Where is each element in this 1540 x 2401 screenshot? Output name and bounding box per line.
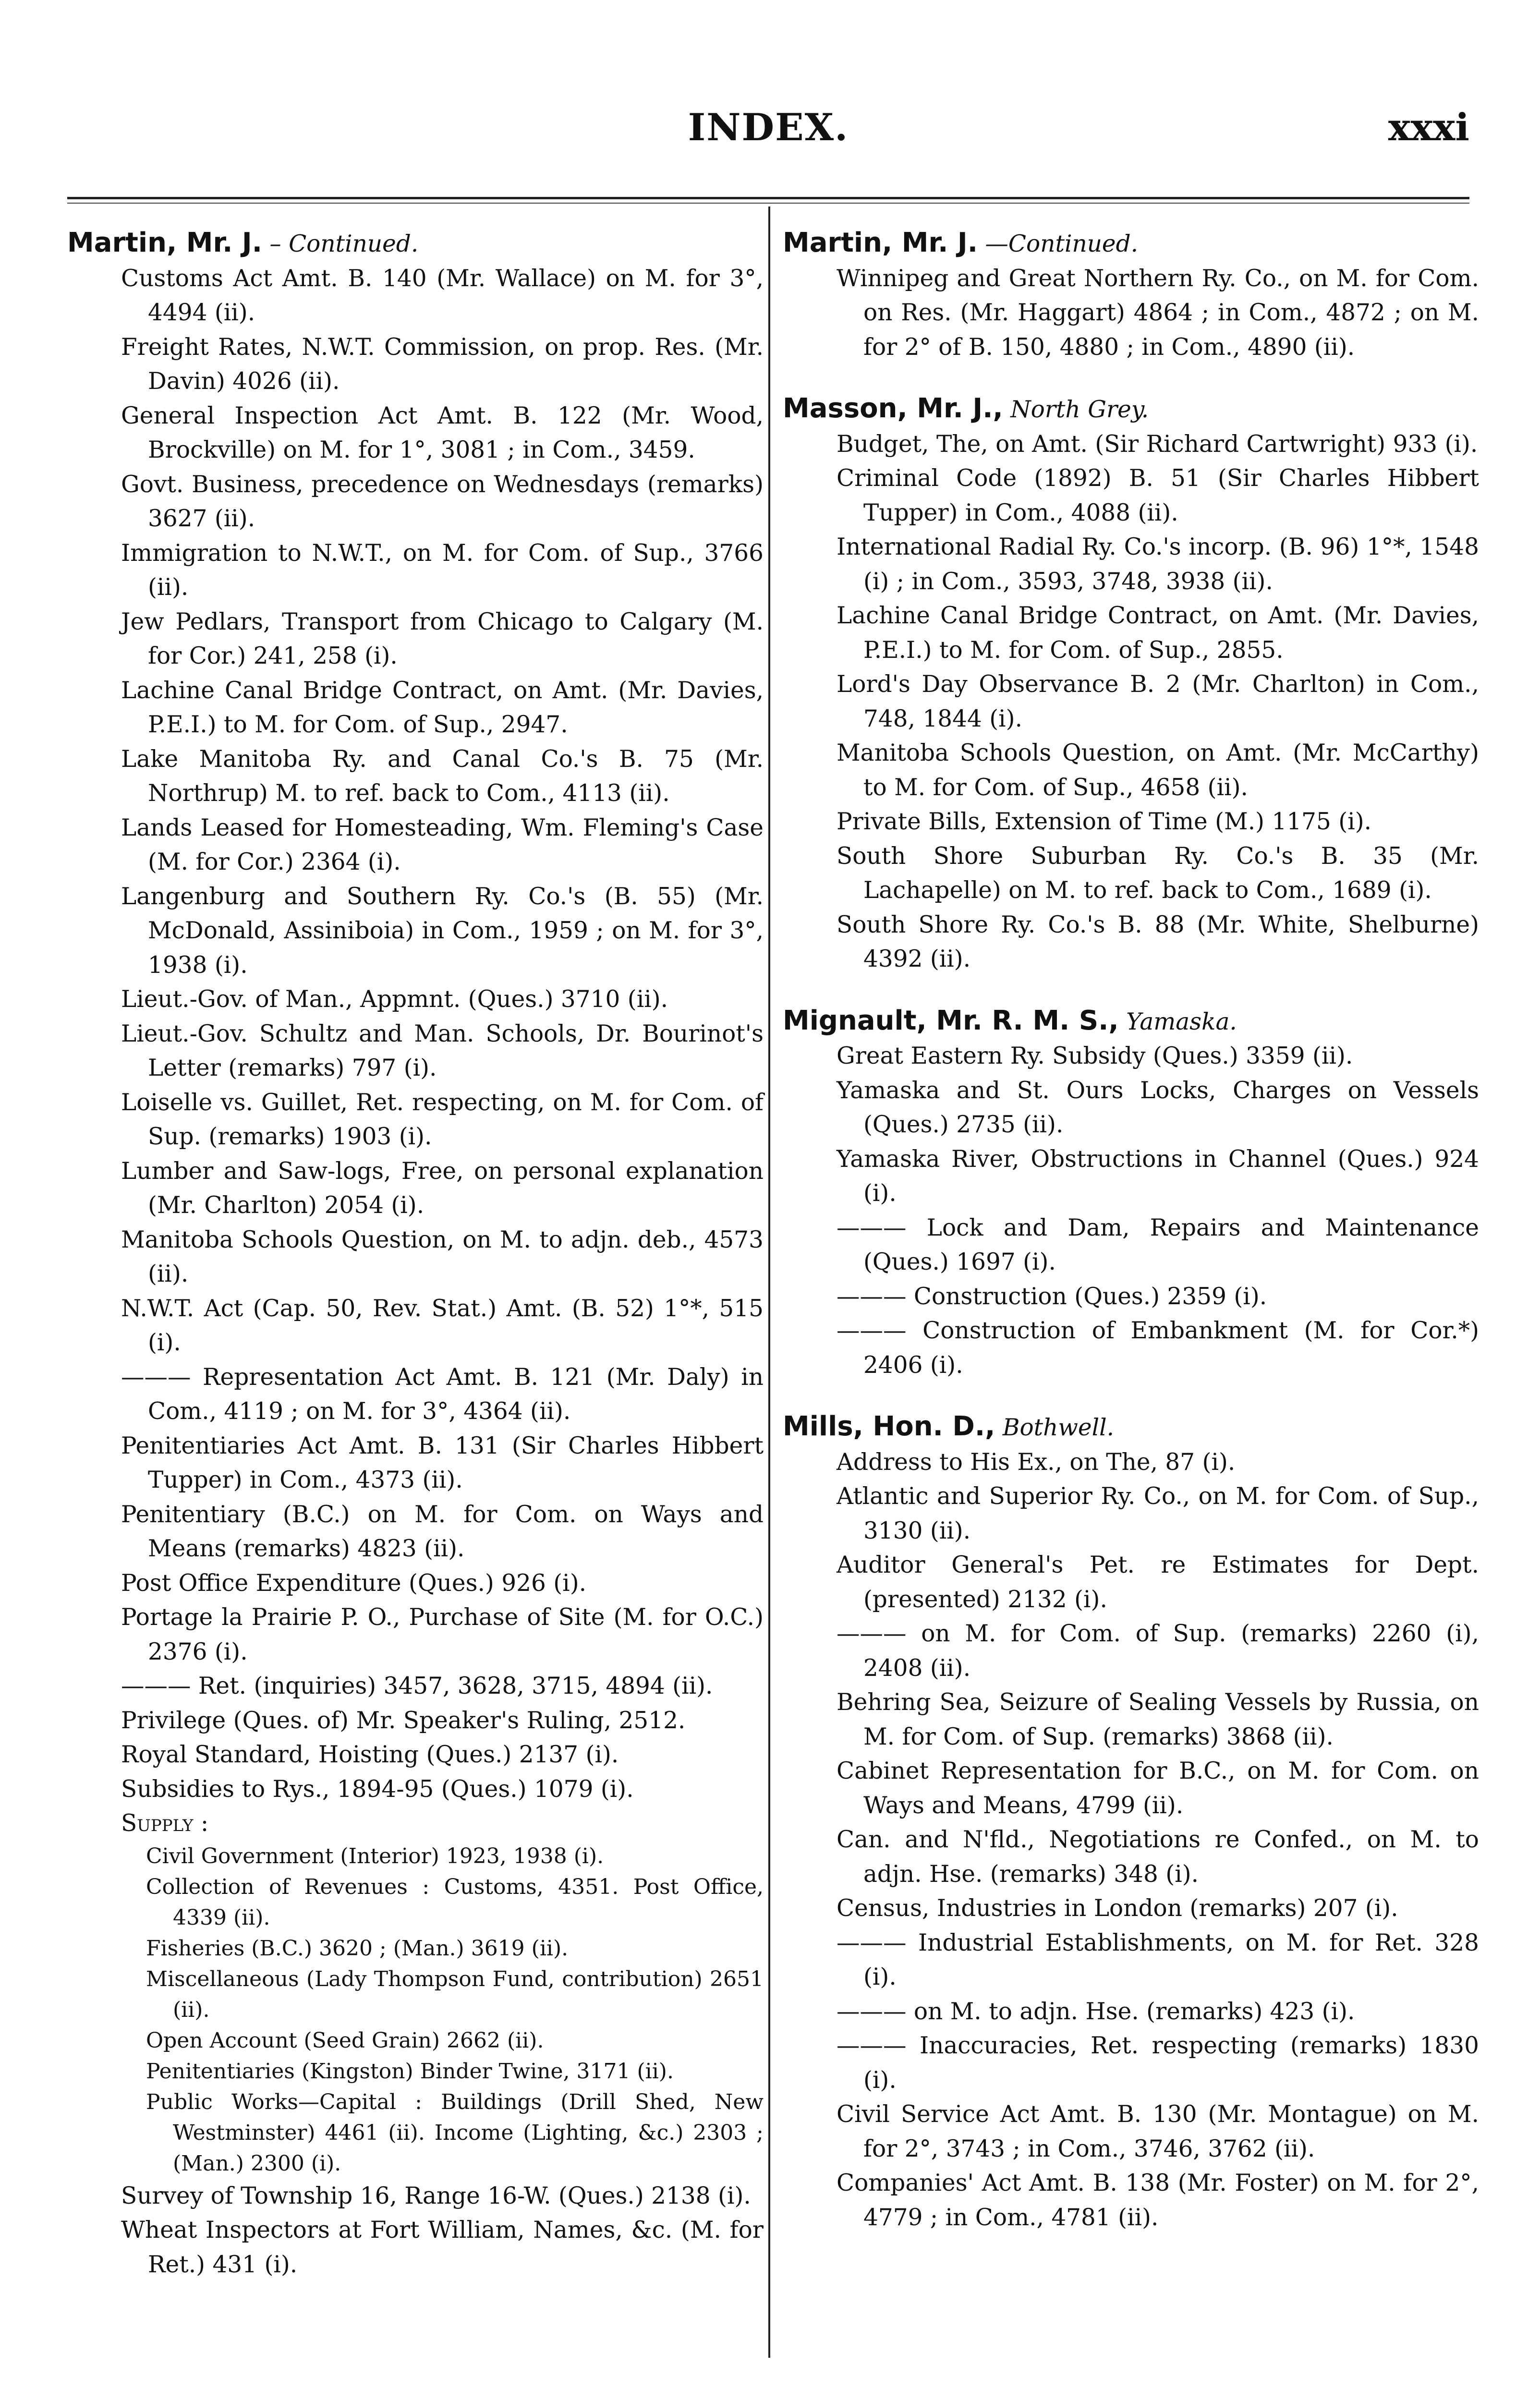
heading-suffix: —Continued.	[985, 230, 1139, 257]
heading-name: Masson, Mr. J.,	[783, 393, 1003, 424]
index-entry: Atlantic and Superior Ry. Co., on M. for Com. of Sup., 3130 (ii).	[837, 1483, 1479, 1544]
page-number: xxxi	[1388, 106, 1469, 149]
index-entry: Lands Leased for Homesteading, Wm. Fleming's Case (M. for Cor.) 2364 (i).	[121, 814, 764, 875]
index-entry: Royal Standard, Hoisting (Ques.) 2137 (i).	[121, 1741, 619, 1768]
index-entry: Post Office Expenditure (Ques.) 926 (i).	[121, 1569, 587, 1597]
page-title: INDEX.	[688, 106, 849, 149]
left-column	[67, 226, 764, 2282]
index-entry: Customs Act Amt. B. 140 (Mr. Wallace) on M. for 3°, 4494 (ii).	[121, 265, 764, 326]
index-entry: Criminal Code (1892) B. 51 (Sir Charles Hibbert Tupper) in Com., 4088 (ii).	[837, 465, 1479, 526]
index-entry: Lake Manitoba Ry. and Canal Co.'s B. 75 (Mr. Northrup) M. to ref. back to Com., 4113 (ii).	[121, 745, 764, 807]
index-entry: Behring Sea, Seizure of Sealing Vessels by Russia, on M. for Com. of Sup. (remarks) 3868 (ii).	[837, 1689, 1479, 1750]
index-entry: Portage la Prairie P. O., Purchase of Site (M. for O.C.) 2376 (i).	[121, 1604, 764, 1665]
index-entry: Can. and N'fld., Negotiations re Confed., on M. to adjn. Hse. (remarks) 348 (i).	[837, 1826, 1479, 1888]
index-entry: Census, Industries in London (remarks) 207 (i).	[837, 1895, 1398, 1922]
index-entry: ——— Construction (Ques.) 2359 (i).	[837, 1283, 1267, 1310]
index-heading	[783, 1409, 1479, 1445]
supply-entry: Miscellaneous (Lady Thompson Fund, contribution) 2651 (ii).	[146, 1966, 764, 2022]
index-entry: ——— on M. to adjn. Hse. (remarks) 423 (i).	[837, 1998, 1355, 2025]
index-entry: Loiselle vs. Guillet, Ret. respecting, on M. for Com. of Sup. (remarks) 1903 (i).	[121, 1089, 764, 1150]
group-spacer	[783, 1382, 1479, 1409]
index-entry: Privilege (Ques. of) Mr. Speaker's Ruling, 2512.	[121, 1707, 686, 1734]
index-entry: ——— Lock and Dam, Repairs and Maintenance (Ques.) 1697 (i).	[837, 1214, 1479, 1275]
index-entry: General Inspection Act Amt. B. 122 (Mr. Wood, Brockville) on M. for 1°, 3081 ; in Com., 3459.	[121, 402, 764, 463]
header-rule-thin	[67, 203, 1469, 204]
index-entry: Wheat Inspectors at Fort William, Names, &c. (M. for Ret.) 431 (i).	[121, 2217, 764, 2278]
page-header	[67, 101, 1469, 158]
index-heading	[67, 226, 764, 262]
index-heading	[783, 391, 1479, 427]
index-entry: N.W.T. Act (Cap. 50, Rev. Stat.) Amt. (B. 52) 1°*, 515 (i).	[121, 1295, 764, 1356]
index-entry: ——— Ret. (inquiries) 3457, 3628, 3715, 4894 (ii).	[121, 1673, 713, 1699]
index-entry: South Shore Suburban Ry. Co.'s B. 35 (Mr. Lachapelle) on M. to ref. back to Com., 1689 (i).	[837, 842, 1479, 904]
index-entry: Yamaska and St. Ours Locks, Charges on Vessels (Ques.) 2735 (ii).	[837, 1077, 1479, 1138]
index-entry: Lieut.-Gov. of Man., Appmnt. (Ques.) 3710 (ii).	[121, 986, 668, 1013]
index-entry: ——— Representation Act Amt. B. 121 (Mr. Daly) in Com., 4119 ; on M. for 3°, 4364 (ii).	[121, 1363, 764, 1425]
heading-suffix: – Continued.	[269, 230, 419, 257]
index-entry: International Radial Ry. Co.'s incorp. (B. 96) 1°*, 1548 (i) ; in Com., 3593, 3748, 3938 (ii).	[837, 534, 1479, 595]
index-entry: ——— on M. for Com. of Sup. (remarks) 2260 (i), 2408 (ii).	[837, 1620, 1479, 1682]
index-entry: Auditor General's Pet. re Estimates for Dept. (presented) 2132 (i).	[837, 1552, 1479, 1613]
index-entry: Lieut.-Gov. Schultz and Man. Schools, Dr. Bourinot's Letter (remarks) 797 (i).	[121, 1020, 764, 1081]
index-entry: ——— Industrial Establishments, on M. for Ret. 328 (i).	[837, 1929, 1479, 1990]
index-entry: Companies' Act Amt. B. 138 (Mr. Foster) on M. for 2°, 4779 ; in Com., 4781 (ii).	[837, 2170, 1479, 2231]
index-entry: ——— Inaccuracies, Ret. respecting (remarks) 1830 (i).	[837, 2032, 1479, 2094]
supply-entry: Open Account (Seed Grain) 2662 (ii).	[146, 2028, 544, 2053]
heading-name: Mills, Hon. D.,	[783, 1411, 995, 1442]
index-entry: Freight Rates, N.W.T. Commission, on prop. Res. (Mr. Davin) 4026 (ii).	[121, 333, 764, 395]
index-entry: Langenburg and Southern Ry. Co.'s (B. 55) (Mr. McDonald, Assiniboia) in Com., 1959 ; on M. for 3°, 1938 (i).	[121, 883, 764, 979]
index-entry: Immigration to N.W.T., on M. for Com. of Sup., 3766 (ii).	[121, 539, 764, 601]
index-heading	[783, 1004, 1479, 1040]
supply-heading: Supply :	[121, 1810, 209, 1837]
heading-suffix: North Grey.	[1010, 396, 1149, 423]
index-entry: South Shore Ry. Co.'s B. 88 (Mr. White, Shelburne) 4392 (ii).	[837, 911, 1479, 972]
index-entry: Great Eastern Ry. Subsidy (Ques.) 3359 (ii).	[837, 1043, 1353, 1069]
index-entry: Address to His Ex., on The, 87 (i).	[837, 1448, 1236, 1476]
index-heading	[783, 226, 1479, 262]
header-rule	[67, 197, 1469, 199]
heading-name: Mignault, Mr. R. M. S.,	[783, 1005, 1119, 1036]
index-entry: Survey of Township 16, Range 16-W. (Ques.) 2138 (i).	[121, 2182, 751, 2209]
index-entry: Penitentiary (B.C.) on M. for Com. on Ways and Means (remarks) 4823 (ii).	[121, 1501, 764, 1562]
heading-name: Martin, Mr. J.	[67, 227, 262, 258]
heading-suffix: Bothwell.	[1002, 1414, 1115, 1441]
index-entry: Subsidies to Rys., 1894-95 (Ques.) 1079 (i).	[121, 1775, 634, 1803]
index-entry: Cabinet Representation for B.C., on M. for Com. on Ways and Means, 4799 (ii).	[837, 1758, 1479, 1819]
group-spacer	[783, 977, 1479, 1004]
index-entry: ——— Construction of Embankment (M. for Cor.*) 2406 (i).	[837, 1317, 1479, 1379]
supply-entry: Public Works—Capital : Buildings (Drill Shed, New Westminster) 4461 (ii). Income (Lighting, &c.) 2303 ; (Man.) 2300 (i).	[146, 2089, 764, 2176]
right-column	[783, 226, 1479, 2235]
index-entry: Lumber and Saw-logs, Free, on personal explanation (Mr. Charlton) 2054 (i).	[121, 1157, 764, 1219]
group-spacer	[783, 364, 1479, 391]
column-divider	[768, 206, 770, 2358]
index-entry: Yamaska River, Obstructions in Channel (Ques.) 924 (i).	[837, 1145, 1479, 1207]
index-entry: Lachine Canal Bridge Contract, on Amt. (Mr. Davies, P.E.I.) to M. for Com. of Sup., 2855.	[837, 602, 1479, 664]
index-entry: Civil Service Act Amt. B. 130 (Mr. Montague) on M. for 2°, 3743 ; in Com., 3746, 3762 (ii).	[837, 2101, 1479, 2162]
index-entry: Penitentiaries Act Amt. B. 131 (Sir Charles Hibbert Tupper) in Com., 4373 (ii).	[121, 1432, 764, 1493]
index-entry: Manitoba Schools Question, on M. to adjn. deb., 4573 (ii).	[121, 1226, 764, 1287]
index-entry: Govt. Business, precedence on Wednesdays (remarks) 3627 (ii).	[121, 471, 764, 532]
index-entry: Jew Pedlars, Transport from Chicago to Calgary (M. for Cor.) 241, 258 (i).	[121, 608, 764, 669]
supply-entry: Fisheries (B.C.) 3620 ; (Man.) 3619 (ii).	[146, 1936, 569, 1961]
index-entry: Lord's Day Observance B. 2 (Mr. Charlton) in Com., 748, 1844 (i).	[837, 671, 1479, 732]
supply-entry: Civil Government (Interior) 1923, 1938 (i).	[146, 1843, 604, 1868]
index-entry: Private Bills, Extension of Time (M.) 1175 (i).	[837, 808, 1372, 835]
heading-name: Martin, Mr. J.	[783, 227, 978, 258]
index-entry: Lachine Canal Bridge Contract, on Amt. (Mr. Davies, P.E.I.) to M. for Com. of Sup., 2947.	[121, 677, 764, 738]
heading-suffix: Yamaska.	[1126, 1008, 1237, 1035]
index-entry: Winnipeg and Great Northern Ry. Co., on M. for Com. on Res. (Mr. Haggart) 4864 ; in Com., 4872 ; on M. for 2° of B. 150, 4880 ; in Com., 4890 (ii).	[837, 265, 1479, 361]
supply-entry: Penitentiaries (Kingston) Binder Twine, 3171 (ii).	[146, 2059, 674, 2084]
index-entry: Manitoba Schools Question, on Amt. (Mr. McCarthy) to M. for Com. of Sup., 4658 (ii).	[837, 740, 1479, 801]
supply-entry: Collection of Revenues : Customs, 4351. Post Office, 4339 (ii).	[146, 1874, 764, 1930]
index-entry: Budget, The, on Amt. (Sir Richard Cartwright) 933 (i).	[837, 430, 1478, 458]
